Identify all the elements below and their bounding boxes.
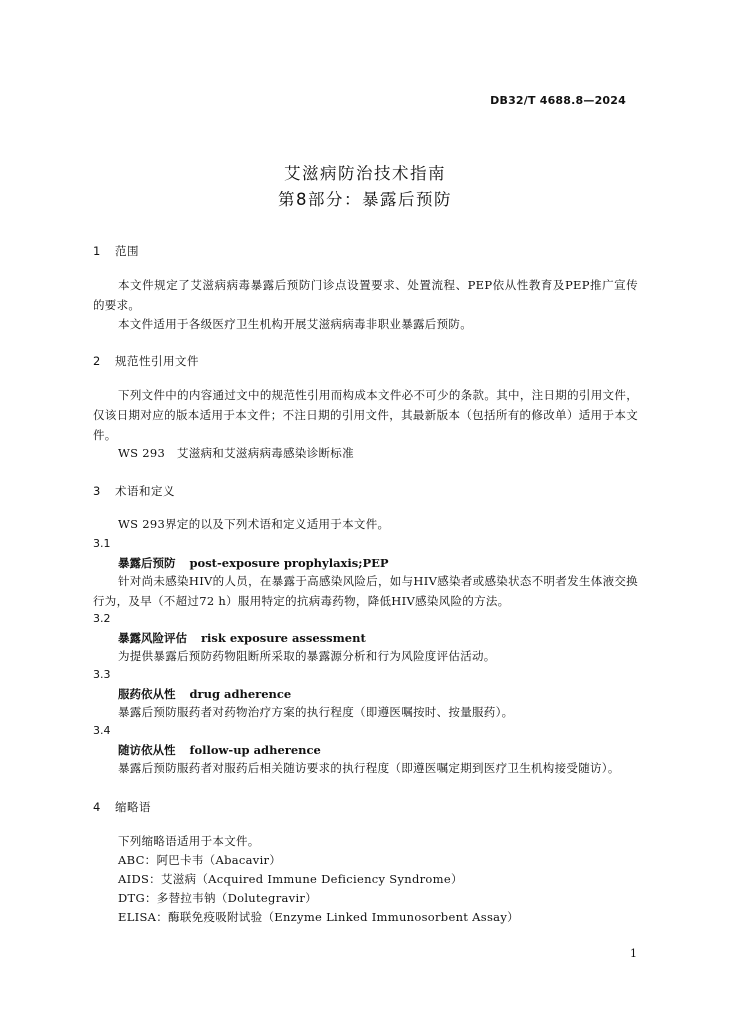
reference-item: WS 293 艾滋病和艾滋病病毒感染诊断标准 <box>118 446 354 460</box>
term-heading <box>118 742 321 758</box>
section-number: 2 <box>93 354 101 368</box>
term-en: risk exposure assessment <box>201 631 366 645</box>
section-heading-abbreviations <box>93 799 151 815</box>
section-title: 规范性引用文件 <box>115 354 199 368</box>
term-number: 3.4 <box>93 724 111 737</box>
section-title: 缩略语 <box>115 800 151 814</box>
term-en: post-exposure prophylaxis;PEP <box>189 556 389 570</box>
abbreviation-item: ABC：阿巴卡韦（Abacavir） <box>118 853 282 867</box>
section-title: 范围 <box>115 244 139 258</box>
section-number: 1 <box>93 244 101 258</box>
section-number: 4 <box>93 800 101 814</box>
term-number: 3.3 <box>93 668 111 681</box>
document-title: 艾滋病防治技术指南 <box>284 164 446 183</box>
abbreviation-item: AIDS：艾滋病（Acquired Immune Deficiency Syndrome） <box>118 872 463 886</box>
term-definition: 针对尚未感染HIV的人员，在暴露于高感染风险后，如与HIV感染者或感染状态不明者发生体液交换行为，及早（不超过72 h）服用特定的抗病毒药物，降低HIV感染风险的方法。 <box>93 574 638 608</box>
abbreviations-intro: 下列缩略语适用于本文件。 <box>118 834 260 848</box>
section-heading-normative-references <box>93 353 199 369</box>
standard-code: DB32/T 4688.8—2024 <box>490 94 626 107</box>
term-heading <box>118 630 366 646</box>
term-en: drug adherence <box>189 687 292 701</box>
abbreviation-item: DTG：多替拉韦钠（Dolutegravir） <box>118 891 318 905</box>
term-number: 3.2 <box>93 612 111 625</box>
terms-intro: WS 293界定的以及下列术语和定义适用于本文件。 <box>118 517 390 531</box>
term-zh: 暴露后预防 <box>118 556 176 570</box>
term-heading <box>118 555 389 571</box>
term-number: 3.1 <box>93 537 111 550</box>
term-zh: 随访依从性 <box>118 743 176 757</box>
term-definition: 暴露后预防服药者对药物治疗方案的执行程度（即遵医嘱按时、按量服药）。 <box>118 705 514 719</box>
section-number: 3 <box>93 484 101 498</box>
section-title: 术语和定义 <box>115 484 175 498</box>
term-en: follow-up adherence <box>189 743 321 757</box>
term-zh: 服药依从性 <box>118 687 176 701</box>
term-zh: 暴露风险评估 <box>118 631 187 645</box>
paragraph: 下列文件中的内容通过文中的规范性引用而构成本文件必不可少的条款。其中，注日期的引用文件，仅该日期对应的版本适用于本文件；不注日期的引用文件，其最新版本（包括所有的修改单）适用于本文件。 <box>93 388 638 442</box>
paragraph: 本文件适用于各级医疗卫生机构开展艾滋病病毒非职业暴露后预防。 <box>118 317 472 331</box>
abbreviation-item: ELISA：酶联免疫吸附试验（Enzyme Linked Immunosorbent Assay） <box>118 910 519 924</box>
term-heading <box>118 686 291 702</box>
section-heading-scope <box>93 243 139 259</box>
term-definition: 为提供暴露后预防药物阻断所采取的暴露源分析和行为风险度评估活动。 <box>118 649 496 663</box>
paragraph: 本文件规定了艾滋病病毒暴露后预防门诊点设置要求、处置流程、PEP依从性教育及PEP推广宣传的要求。 <box>93 278 638 312</box>
section-heading-terms <box>93 483 175 499</box>
term-definition: 暴露后预防服药者对服药后相关随访要求的执行程度（即遵医嘱定期到医疗卫生机构接受随访）。 <box>118 761 620 775</box>
page-number: 1 <box>630 947 637 960</box>
document-subtitle: 第8部分：暴露后预防 <box>278 190 452 209</box>
